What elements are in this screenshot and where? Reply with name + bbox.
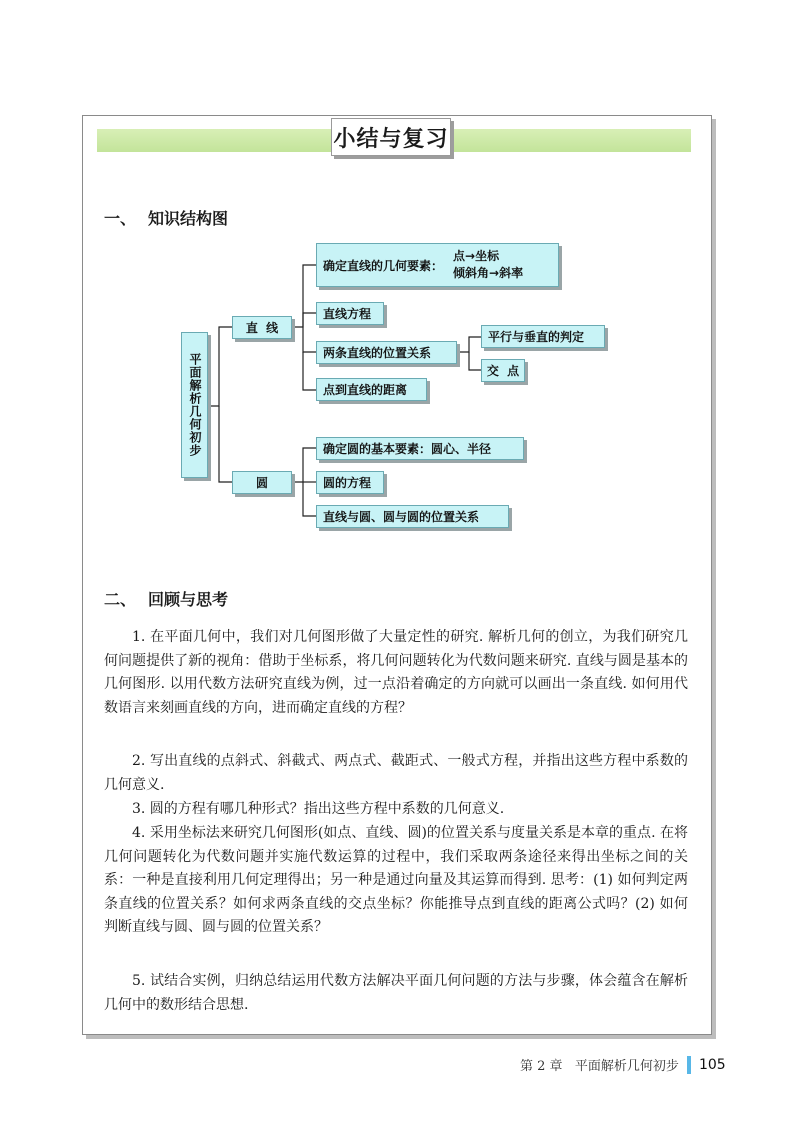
node-circle-positional [316,505,509,528]
connector-parallel [457,337,481,352]
page-title: 小结与复习 [331,118,451,156]
node-parallel-label: 平行与垂直的判定 [488,330,585,344]
connector-line-distance [303,352,316,390]
node-line-label: 直 线 [245,321,279,335]
node-line-positional [316,341,457,364]
page-footer [520,1055,726,1074]
section-number: 一、 [104,209,137,228]
connector-circle-positional [303,482,316,516]
connector-line-equation [303,313,316,327]
page-number: 105 [698,1056,726,1073]
section-title: 知识结构图 [148,209,229,228]
footer-divider [687,1056,691,1074]
paragraph-1: 1. 在平面几何中，我们对几何图形做了大量定性的研究. 解析几何的创立，为我们研究几何问题提供了新的视角：借助于坐标系，将几何问题转化为代数问题来研究. 直线与圆是基本的几何图形. 以用代数方法研究直线为例，过一点沿着确定的方向就可以画出一条直线. 如何用代数语言来刻画直线的方向，进而确定直线的方程？ [104,629,688,716]
connector-line-elements [292,265,316,327]
node-circle-equation-label: 圆的方程 [323,476,372,490]
node-distance-label: 点到直线的距离 [323,383,408,397]
connector-root-line [208,327,232,406]
paragraph-3: 3. 圆的方程有哪几种形式？指出这些方程中系数的几何意义. [132,801,505,817]
node-intersection [481,359,525,382]
footer-chapter: 第 2 章 平面解析几何初步 [520,1059,679,1074]
connector-intersection [469,352,481,370]
node-circle-equation [316,471,384,494]
section-number: 二、 [104,590,137,609]
element-point: 点→坐标 [453,249,500,263]
paragraph-2: 2. 写出直线的点斜式、斜截式、两点式、截距式、一般式方程，并指出这些方程中系数的几何意义. [104,753,688,793]
node-intersection-label: 交 点 [486,364,520,378]
element-slope: 倾斜角→斜率 [453,266,524,280]
node-point-line-distance [316,378,427,401]
paragraph-4: 4. 采用坐标法来研究几何图形(如点、直线、圆)的位置关系与度量关系是本章的重点. 在将几何问题转化为代数问题并实施代数运算的过程中，我们采取两条途径来得出坐标之间的关系：一种是直接利用几何定理得出；另一种是通过向量及其运算而得到. 思考：(1) 如何判定两条直线的位置关系？如何求两条直线的交点坐标？你能推导点到直线的距离公式吗？(2) 如何判断直线与圆、圆与圆的位置关系？ [104,825,688,935]
section-title: 回顾与思考 [148,590,229,609]
node-line-elements [316,243,559,287]
node-circle-positional-label: 直线与圆、圆与圆的位置关系 [323,510,480,524]
node-parallel-perpendicular [481,325,605,348]
node-line-positional-label: 两条直线的位置关系 [323,346,432,360]
section-heading-review [104,587,228,610]
connector-line-positional [303,327,316,352]
node-line-elements-label: 确定直线的几何要素： [323,258,444,273]
node-root-label: 平面解析几何初步 [188,353,202,457]
node-line-equation [316,302,384,325]
connector-circle-elements [292,448,316,482]
node-line-elements-list [453,248,523,282]
node-circle [232,471,292,494]
connector-root-circle [219,406,232,482]
node-root [181,332,208,478]
node-line [232,316,292,339]
paragraph-5: 5. 试结合实例，归纳总结运用代数方法解决平面几何问题的方法与步骤，体会蕴含在解析几何中的数形结合思想. [104,973,688,1013]
node-circle-label: 圆 [255,476,268,490]
node-line-equation-label: 直线方程 [323,307,372,321]
node-circle-elements [316,437,524,460]
node-circle-elements-label: 确定圆的基本要素：圆心、半径 [323,442,492,456]
